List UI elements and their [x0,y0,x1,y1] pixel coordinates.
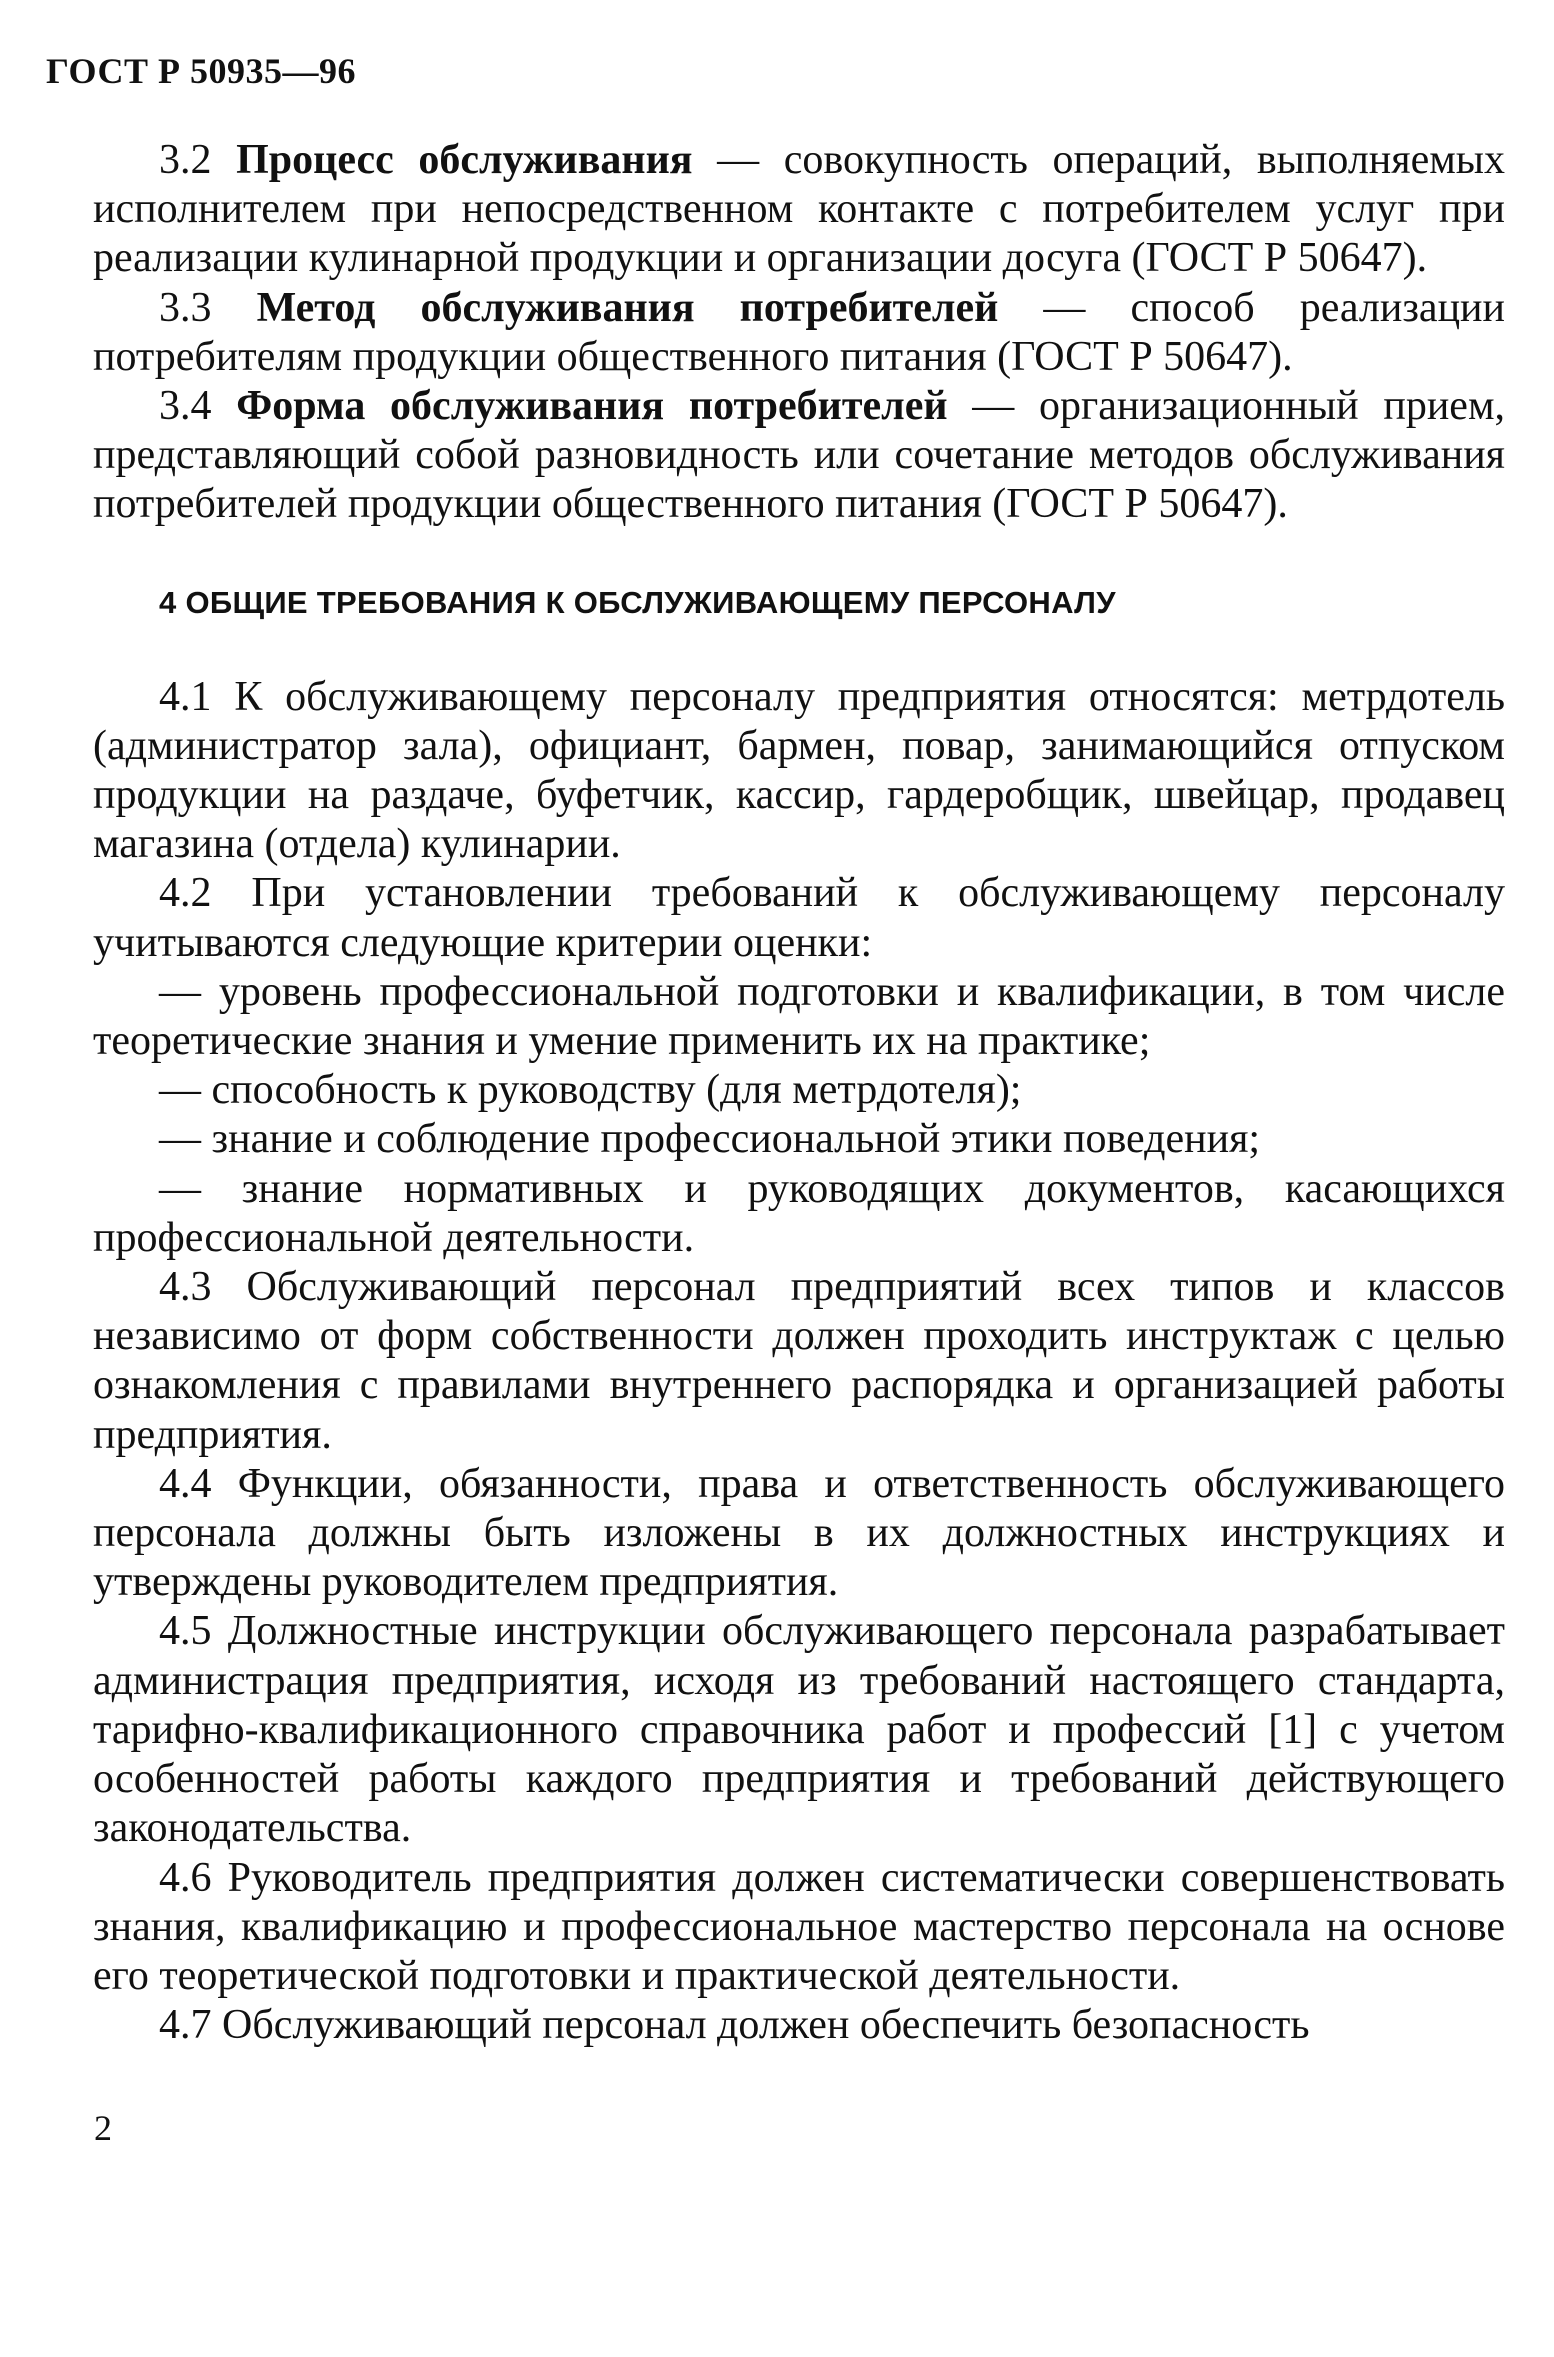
paragraph-4-4: 4.4 Функции, обязанности, права и ответственность обслуживающего персонала должны быть изложены в их должностных инструкциях и утверждены руководителем предприятия. [93,1460,1505,1606]
paragraph-4-5: 4.5 Должностные инструкции обслуживающего персонала разрабатывает администрация предприятия, исходя из требований настоящего стандарта, тарифно-квалификационного справочника работ и профессий [1] с учетом особенностей работы каждого предприятия и требований действующего законодательства. [93,1608,1505,1852]
criteria-item: — уровень профессиональной подготовки и квалификации, в том числе теоретические знания и умение применить их на практике; [93,968,1505,1065]
page-number: 2 [94,2108,112,2148]
definition-3-3 [93,284,1505,382]
criteria-item: — знание нормативных и руководящих документов, касающихся профессиональной деятельности. [93,1165,1505,1261]
definition-text: — способ реализации потребителям продукции общественного питания (ГОСТ Р 50647). [93,284,1506,380]
paragraph-4-6: 4.6 Руководитель предприятия должен систематически совершенствовать знания, квалификацию и профессиональное мастерство персонала на основе его теоретической подготовки и практической деятельности. [93,1854,1505,1999]
paragraph-4-2: 4.2 При установлении требований к обслуживающему персоналу учитываются следующие критерии оценки: [93,870,1505,966]
definition-text: — организационный прием, представляющий собой разновидность или сочетание методов обслуживания потребителей продукции общественного питания (ГОСТ Р 50647). [93,383,1506,528]
definition-number: 3.2 [159,137,212,183]
section-heading: 4 ОБЩИЕ ТРЕБОВАНИЯ К ОБСЛУЖИВАЮЩЕМУ ПЕРСОНАЛУ [159,584,1116,620]
definition-3-4 [93,382,1505,530]
definition-term: Процесс обслуживания [236,137,693,183]
document-body [93,136,1505,2050]
paragraph-4-3: 4.3 Обслуживающий персонал предприятий всех типов и классов независимо от форм собственности должен проходить инструктаж с целью ознакомления с правилами внутреннего распорядка и организацией работы предприятия. [93,1264,1505,1458]
criteria-item: — знание и соблюдение профессиональной этики поведения; [159,1116,1261,1163]
criteria-item: — способность к руководству (для метрдотеля); [159,1067,1022,1114]
definition-term: Форма обслуживания потребителей [236,383,948,430]
definition-number: 3.3 [159,284,212,331]
document-header: ГОСТ Р 50935—96 [46,51,356,91]
paragraph-4-1: 4.1 К обслуживающему персоналу предприятия относятся: метрдотель (администратор зала), официант, бармен, повар, занимающийся отпуском продукции на раздаче, буфетчик, кассир, гардеробщик, швейцар, продавец магазина (отдела) кулинарии. [93,673,1505,868]
definition-3-2 [93,136,1505,284]
definition-number: 3.4 [159,383,212,430]
paragraph-4-7: 4.7 Обслуживающий персонал должен обеспечить безопасность [159,2002,1310,2049]
definition-text: — совокупность операций, выполняемых исполнителем при непосредственном контакте с потребителем услуг при реализации кулинарной продукции и организации досуга (ГОСТ Р 50647). [93,137,1506,282]
definition-term: Метод обслуживания потребителей [256,284,999,331]
